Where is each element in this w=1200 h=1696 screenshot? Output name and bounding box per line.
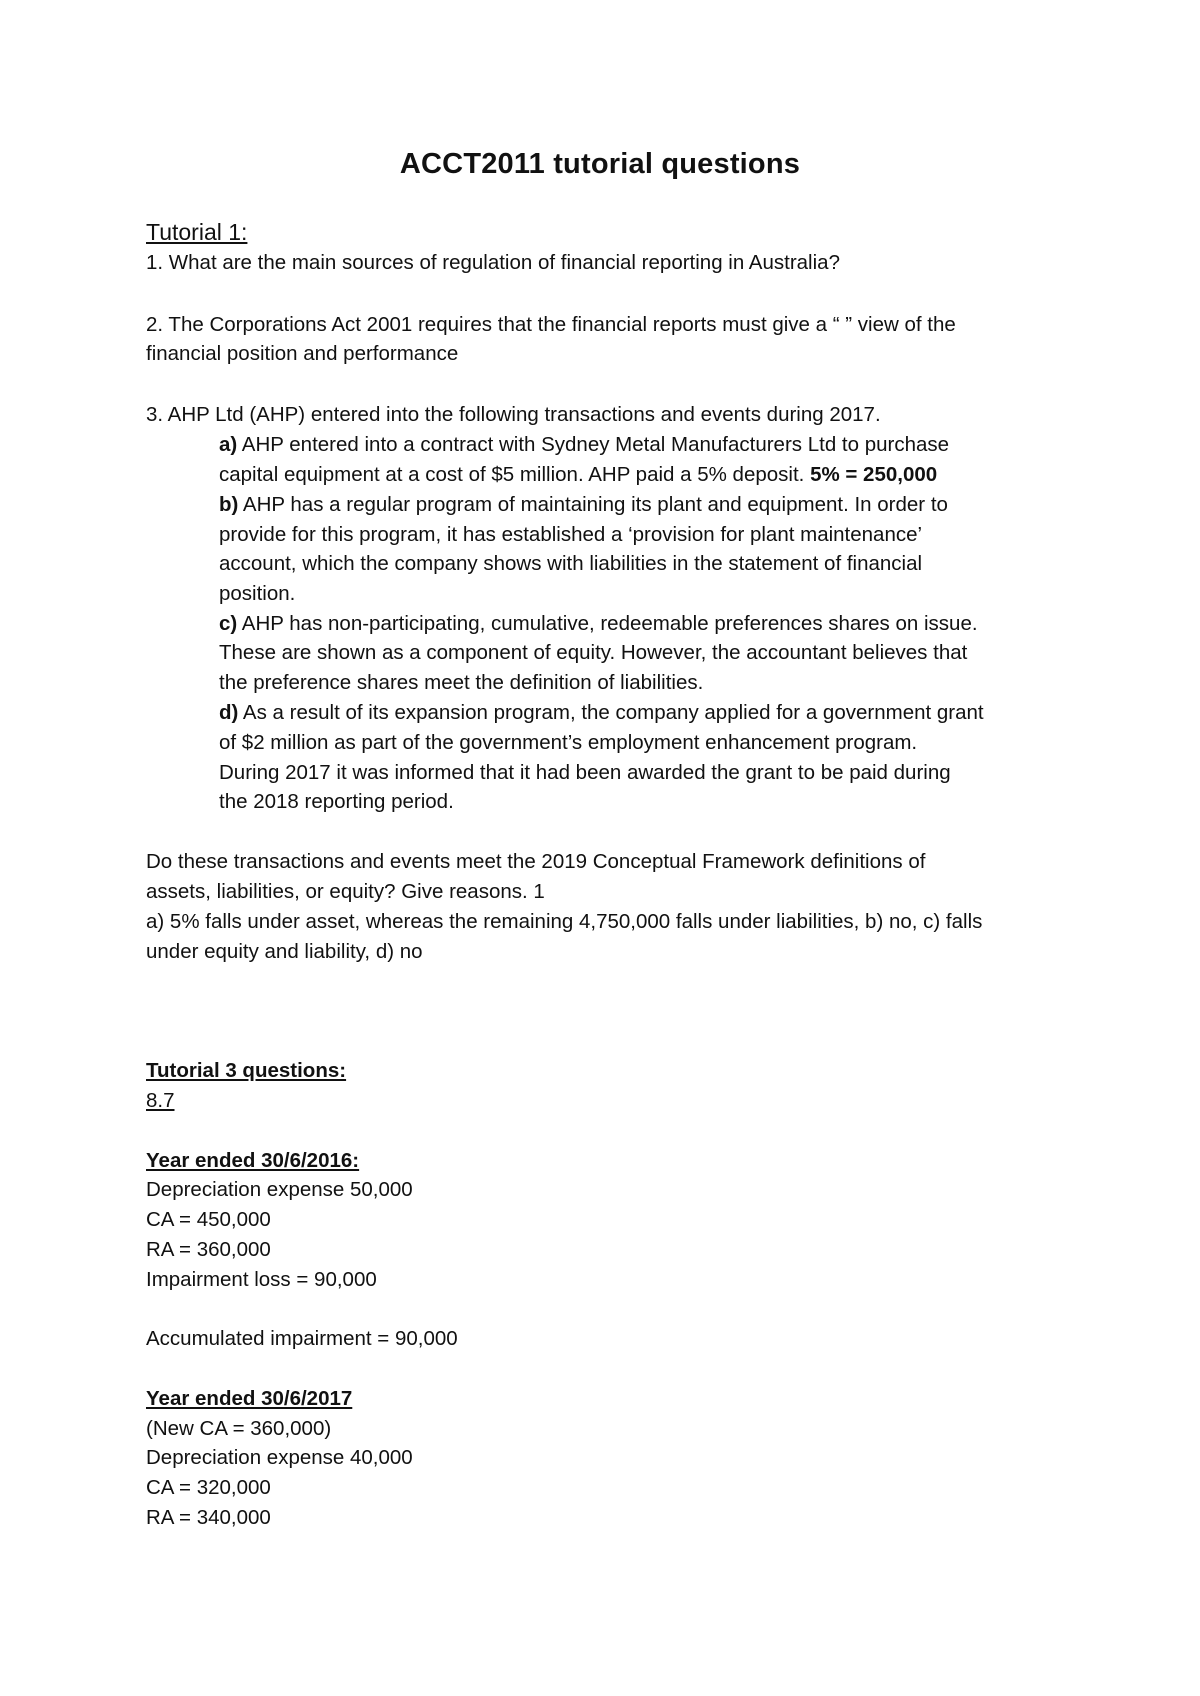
item-a-label: a) <box>219 433 238 456</box>
year-2016-ca: CA = 450,000 <box>146 1208 271 1231</box>
item-b-line-1 <box>219 491 948 519</box>
page-title: ACCT2011 tutorial questions <box>399 148 801 180</box>
item-a-note: 5% = 250,000 <box>810 463 938 486</box>
item-a-text: AHP entered into a contract with Sydney Metal Manufacturers Ltd to purchase <box>237 433 950 456</box>
item-b-line-3: account, which the company shows with liabilities in the statement of financial <box>219 552 923 575</box>
problem-number: 8.7 <box>146 1089 175 1112</box>
item-c-line-1 <box>219 610 978 638</box>
question-2-line-2: financial position and performance <box>146 342 459 365</box>
answer-line-1: a) 5% falls under asset, whereas the remaining 4,750,000 falls under liabilities, b) no, c) falls <box>146 910 983 933</box>
item-b-line-2: provide for this program, it has established a ‘provision for plant maintenance’ <box>219 523 923 546</box>
question-1: 1. What are the main sources of regulation of financial reporting in Australia? <box>146 251 840 274</box>
year-2016-depreciation: Depreciation expense 50,000 <box>146 1178 413 1201</box>
year-2016-accumulated: Accumulated impairment = 90,000 <box>146 1327 458 1350</box>
tutorial1-heading: Tutorial 1: <box>146 219 248 245</box>
question-line-1: Do these transactions and events meet the 2019 Conceptual Framework definitions of <box>146 850 926 873</box>
year-2017-depreciation: Depreciation expense 40,000 <box>146 1446 413 1469</box>
year-2016-heading: Year ended 30/6/2016: <box>146 1149 360 1172</box>
item-d-text: As a result of its expansion program, the company applied for a government grant <box>238 701 984 724</box>
item-d-label: d) <box>219 701 239 724</box>
item-d-line-1 <box>219 699 984 727</box>
item-b-label: b) <box>219 493 239 516</box>
year-2016-ra: RA = 360,000 <box>146 1238 271 1261</box>
year-2017-ra: RA = 340,000 <box>146 1506 271 1529</box>
answer-line-2: under equity and liability, d) no <box>146 940 423 963</box>
item-a-text-2: capital equipment at a cost of $5 million. AHP paid a 5% deposit. <box>219 463 811 486</box>
item-a-line-1 <box>219 431 949 459</box>
question-3-intro: 3. AHP Ltd (AHP) entered into the following transactions and events during 2017. <box>146 403 881 426</box>
year-2017-new-ca: (New CA = 360,000) <box>146 1417 332 1440</box>
item-d-line-2: of $2 million as part of the government’s employment enhancement program. <box>219 731 918 754</box>
item-c-line-2: These are shown as a component of equity. However, the accountant believes that <box>219 641 968 664</box>
question-line-2: assets, liabilities, or equity? Give reasons. 1 <box>146 880 545 903</box>
question-2-line-1: 2. The Corporations Act 2001 requires that the financial reports must give a “ ” view of the <box>146 313 956 336</box>
year-2016-impairment: Impairment loss = 90,000 <box>146 1268 377 1291</box>
item-c-line-3: the preference shares meet the definition of liabilities. <box>219 671 704 694</box>
year-2017-ca: CA = 320,000 <box>146 1476 271 1499</box>
item-c-label: c) <box>219 612 238 635</box>
tutorial3-heading: Tutorial 3 questions: <box>146 1059 347 1082</box>
year-2017-heading: Year ended 30/6/2017 <box>146 1387 353 1410</box>
item-d-line-4: the 2018 reporting period. <box>219 790 454 813</box>
item-c-text: AHP has non-participating, cumulative, redeemable preferences shares on issue. <box>237 612 978 635</box>
item-b-line-4: position. <box>219 582 296 605</box>
item-b-text: AHP has a regular program of maintaining its plant and equipment. In order to <box>238 493 948 516</box>
item-a-line-2 <box>219 461 937 489</box>
item-d-line-3: During 2017 it was informed that it had been awarded the grant to be paid during <box>219 761 951 784</box>
